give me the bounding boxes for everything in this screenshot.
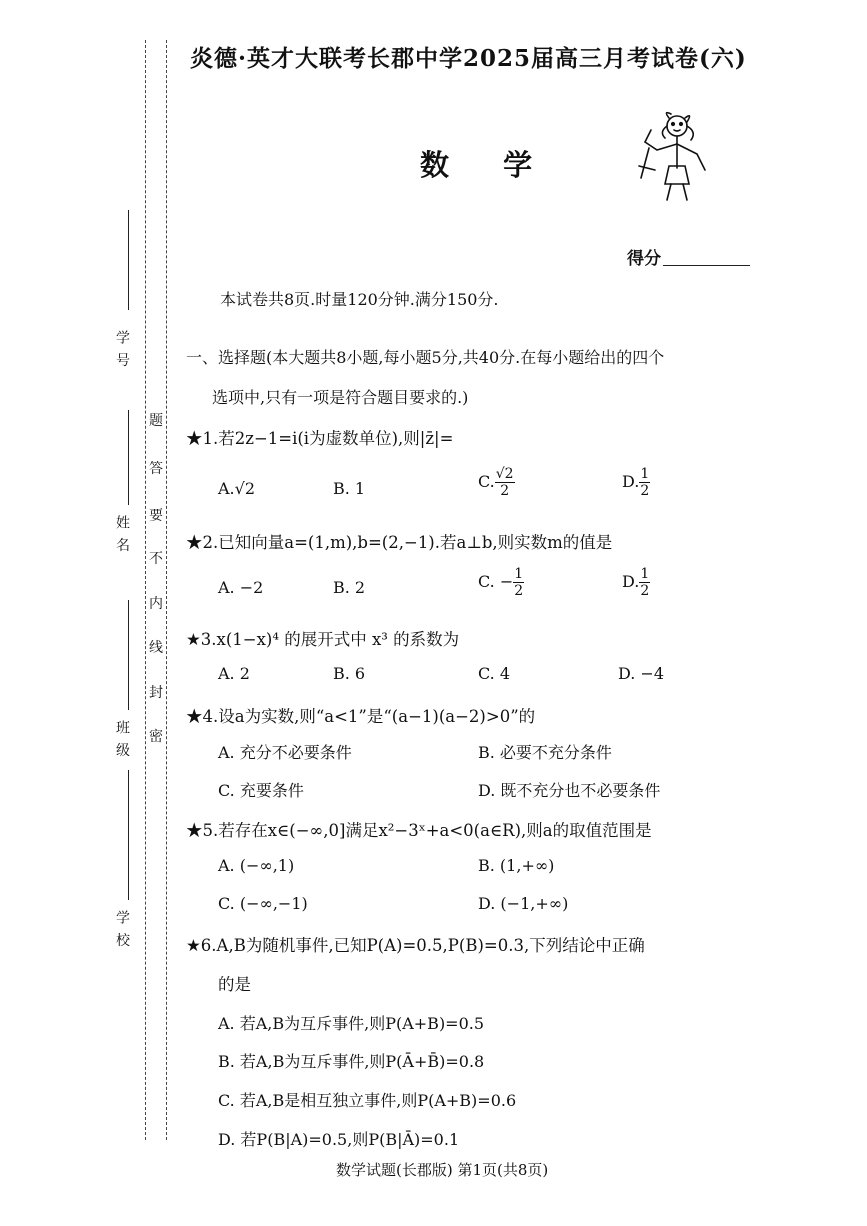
q2-option-d <box>622 567 650 598</box>
school-underline <box>128 770 129 900</box>
class-label: 班 级 <box>114 720 130 759</box>
q5-option-a: A. (−∞,1) <box>218 856 295 875</box>
q2-text: 已知向量a=(1,m),b=(2,−1).若a⊥b,则实数m的值是 <box>218 533 613 552</box>
q1-option-c <box>478 467 515 498</box>
student-id-underline <box>128 210 129 310</box>
q6-option-a: A. 若A,B为互斥事件,则P(A+B)=0.5 <box>218 1014 485 1033</box>
q5-option-c: C. (−∞,−1) <box>218 894 308 913</box>
school-label: 学 校 <box>114 910 130 949</box>
name-label: 姓 名 <box>114 515 130 554</box>
q1-option-c-label: C. <box>478 472 495 491</box>
class-underline <box>128 600 129 710</box>
q6-option-d: D. 若P(B|A)=0.5,则P(B|Ā)=0.1 <box>218 1130 460 1149</box>
q3-stem <box>186 626 459 650</box>
section1-heading-line1: 一、选择题(本大题共8小题,每小题5分,共40分.在每小题给出的四个 <box>186 348 665 367</box>
q1-option-d-fraction: $\frac{1}{2}$ <box>640 466 650 499</box>
q1-option-b: B. 1 <box>333 479 366 498</box>
q1-number: ★1. <box>186 429 219 448</box>
q1-option-d-label: D. <box>622 472 640 491</box>
q6-stem-line2: 的是 <box>218 975 251 994</box>
q2-option-a: A. −2 <box>218 578 264 597</box>
score-label: 得分 <box>627 249 661 269</box>
intro-text: 本试卷共8页.时量120分钟.满分150分. <box>220 290 499 309</box>
q4-option-a: A. 充分不必要条件 <box>218 743 352 762</box>
seal-char-5: 内 <box>149 596 163 612</box>
q4-option-b: B. 必要不充分条件 <box>478 743 612 762</box>
page-footer: 数学试题(长郡版) 第1页(共8页) <box>336 1161 549 1179</box>
q3-option-a: A. 2 <box>218 664 250 683</box>
q3-option-c: C. 4 <box>478 664 511 683</box>
q2-option-b: B. 2 <box>333 578 366 597</box>
q2-option-c-label: C. − <box>478 572 514 591</box>
q2-option-d-label: D. <box>622 572 640 591</box>
q5-stem <box>186 817 652 841</box>
seal-char-7: 封 <box>149 685 163 701</box>
q4-stem <box>186 703 535 727</box>
name-underline <box>128 410 129 505</box>
q4-number: ★4. <box>186 707 219 726</box>
binding-dashed-line-outer <box>145 40 146 1140</box>
q2-option-c <box>478 567 524 598</box>
q5-option-b: B. (1,+∞) <box>478 856 555 875</box>
q6-option-c: C. 若A,B是相互独立事件,则P(A+B)=0.6 <box>218 1091 517 1110</box>
seal-char-3: 要 <box>149 508 163 524</box>
q2-stem <box>186 529 612 553</box>
seal-char-4: 不 <box>149 551 163 567</box>
section1-heading-line2: 选项中,只有一项是符合题目要求的.) <box>212 388 469 407</box>
q3-option-b: B. 6 <box>333 664 366 683</box>
seal-char-8: 密 <box>149 729 163 745</box>
cartoon-girl-icon <box>635 108 715 203</box>
q5-option-d: D. (−1,+∞) <box>478 894 569 913</box>
q6-number: ★6. <box>186 936 217 955</box>
q2-number: ★2. <box>186 533 219 552</box>
q3-number: ★3. <box>186 630 217 649</box>
q4-option-c: C. 充要条件 <box>218 781 304 800</box>
q1-option-a: A.√2 <box>218 479 256 498</box>
q5-text: 若存在x∈(−∞,0]满足x²−3ˣ+a<0(a∈R),则a的取值范围是 <box>218 821 652 840</box>
q1-text: 若2z−1=i(i为虚数单位),则|z̄|= <box>218 429 454 448</box>
q6-text: A,B为随机事件,已知P(A)=0.5,P(B)=0.3,下列结论中正确 <box>216 936 645 955</box>
q3-option-d: D. −4 <box>618 664 665 683</box>
student-id-label: 学 号 <box>114 330 130 369</box>
subject-title: 数 学 <box>420 148 555 182</box>
seal-char-6: 线 <box>149 640 163 656</box>
seal-char-2: 答 <box>149 461 163 477</box>
q4-text: 设a为实数,则“a<1”是“(a−1)(a−2)>0”的 <box>218 707 536 726</box>
q2-option-d-fraction: $\frac{1}{2}$ <box>640 566 650 599</box>
q6-stem-line1 <box>186 932 645 956</box>
q1-option-c-fraction: $\frac{√2}{2}$ <box>495 466 514 499</box>
q2-option-c-fraction: $\frac{1}{2}$ <box>514 566 524 599</box>
q1-option-d <box>622 467 650 498</box>
q1-stem <box>186 425 453 449</box>
q3-text: x(1−x)⁴ 的展开式中 x³ 的系数为 <box>216 630 460 649</box>
exam-title: 炎德·英才大联考长郡中学2025届高三月考试卷(六) <box>190 45 747 72</box>
q5-number: ★5. <box>186 821 219 840</box>
seal-char-1: 题 <box>149 413 163 429</box>
q6-option-b: B. 若A,B为互斥事件,则P(Ā+B̄)=0.8 <box>218 1052 485 1071</box>
score-underline <box>663 265 750 266</box>
binding-dashed-line-inner <box>166 40 167 1140</box>
q4-option-d: D. 既不充分也不必要条件 <box>478 781 661 800</box>
